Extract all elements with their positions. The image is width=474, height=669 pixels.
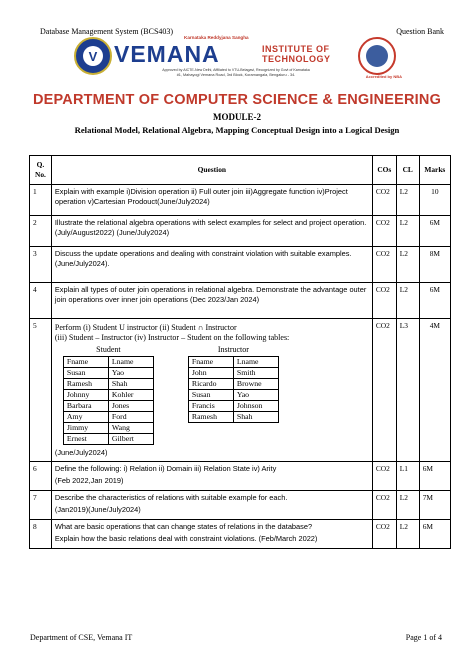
student-row: [63, 368, 153, 379]
cell-qno: 5: [30, 319, 52, 462]
brand-suffix-line2: TECHNOLOGY: [262, 54, 331, 64]
instructor-cell: Ricardo: [188, 379, 233, 390]
student-row: [63, 434, 153, 445]
instructor-cell: Yao: [233, 390, 278, 401]
instructor-cell: Browne: [233, 379, 278, 390]
brand-suffix-line1: INSTITUTE OF: [262, 44, 330, 54]
brand-name: VEMANA: [114, 41, 220, 67]
student-cell: Gilbert: [108, 434, 153, 445]
cell-cl: L2: [396, 519, 419, 548]
student-cell: Susan: [63, 368, 108, 379]
student-relation-title: Student: [96, 345, 121, 354]
student-cell: Johnny: [63, 390, 108, 401]
cell-question: [51, 519, 372, 548]
cell-cl: L2: [396, 185, 419, 216]
student-row: [63, 379, 153, 390]
question-text: Describe the characteristics of relations with suitable example for each.: [54, 492, 288, 502]
student-cell: Wang: [108, 423, 153, 434]
cell-cl: L3: [396, 319, 419, 462]
student-col-header: Fname: [63, 357, 108, 368]
student-cell: Amy: [63, 412, 108, 423]
cell-qno: 3: [30, 247, 52, 283]
table-row: [30, 185, 451, 216]
question-source: (Jan2019)(June/July2024): [54, 504, 141, 514]
student-cell: Jones: [108, 401, 153, 412]
table-row: [30, 319, 451, 462]
cell-marks: 8M: [419, 247, 450, 283]
cell-co: CO2: [372, 185, 396, 216]
college-logo: [74, 35, 402, 90]
student-col-header: Lname: [108, 357, 153, 368]
student-cell: Yao: [108, 368, 153, 379]
instructor-cell: Smith: [233, 368, 278, 379]
instructor-cell: John: [188, 368, 233, 379]
table-row: [30, 490, 451, 519]
figure-instruction-line2: (iii) Student – Instructor (iv) Instructor – Student on the following tables:: [54, 333, 290, 342]
instructor-cell: Susan: [188, 390, 233, 401]
cell-co: CO2: [372, 519, 396, 548]
cell-cl: L2: [396, 490, 419, 519]
cell-question: [51, 319, 372, 462]
instructor-cell: Shah: [233, 412, 278, 423]
student-header-row: [63, 357, 153, 368]
student-relation: [63, 345, 154, 445]
cell-qno: 7: [30, 490, 52, 519]
cell-marks: 4M: [419, 319, 450, 462]
module-subtitle: Relational Model, Relational Algebra, Mapping Conceptual Design into a Logical Design: [74, 125, 400, 135]
cell-co: CO2: [372, 461, 396, 490]
student-row: [63, 423, 153, 434]
student-cell: Shah: [108, 379, 153, 390]
student-cell: Jimmy: [63, 423, 108, 434]
cell-marks: 6M: [419, 283, 450, 319]
cell-question: Illustrate the relational algebra operations with select examples for select and project operation. (July/August2022) (June/July2024): [51, 216, 372, 247]
trust-name: Karnataka Reddyjana Sangha: [184, 35, 249, 40]
nba-label: Accredited by NBA: [365, 74, 402, 79]
running-header-doc-type: Question Bank: [396, 27, 444, 36]
instructor-col-header: Fname: [188, 357, 233, 368]
cell-marks: 10: [419, 185, 450, 216]
instructor-row: [188, 412, 278, 423]
instructor-cell: Johnson: [233, 401, 278, 412]
student-cell: Ford: [108, 412, 153, 423]
instructor-row: [188, 368, 278, 379]
department-title: DEPARTMENT OF COMPUTER SCIENCE & ENGINEERING: [32, 92, 442, 108]
table-row: [30, 216, 451, 247]
student-row: [63, 412, 153, 423]
college-brand: [114, 41, 331, 68]
cell-qno: 4: [30, 283, 52, 319]
brand-suffix: [262, 44, 331, 64]
cell-question: Explain all types of outer join operations in relational algebra. Demonstrate the advantage outer join operations over inner join operations (Dec 2023/Jan 2024): [51, 283, 372, 319]
cell-cl: L2: [396, 283, 419, 319]
module-title: MODULE-2: [213, 112, 261, 122]
col-header-cos: COs: [372, 156, 396, 185]
instructor-relation-title: Instructor: [217, 345, 249, 354]
address-line: #1, Mahayogi Vemana Road, 3rd Block, Koramangala, Bengaluru - 34.: [176, 73, 296, 77]
footer-page-number: Page 1 of 4: [405, 633, 442, 642]
question-source: (June/July2024): [54, 448, 108, 457]
question-table: [29, 155, 451, 549]
approval-line: Approved by AICTE-New Delhi, Affiliated to VTU-Belagavi, Recognized by Govt of Karnataka: [162, 68, 310, 72]
cell-marks: 6M: [419, 461, 450, 490]
figure-instruction-line1: Perform (i) Student U instructor (ii) Student ∩ Instructor: [54, 323, 237, 332]
cell-cl: L1: [396, 461, 419, 490]
instructor-row: [188, 401, 278, 412]
col-header-qno-line1: Q.: [36, 160, 45, 169]
student-row: [63, 401, 153, 412]
col-header-qno: [30, 156, 52, 185]
instructor-table: [188, 356, 279, 423]
col-header-question: Question: [51, 156, 372, 185]
instructor-cell: Francis: [188, 401, 233, 412]
cell-qno: 1: [30, 185, 52, 216]
student-table: [63, 356, 154, 445]
student-cell: Kohler: [108, 390, 153, 401]
student-cell: Ramesh: [63, 379, 108, 390]
cell-marks: 7M: [419, 490, 450, 519]
question-source: Explain how the basic relations deal with constraint violations. (Feb/March 2022): [54, 533, 318, 543]
table-header-row: [30, 156, 451, 185]
table-row: [30, 461, 451, 490]
cell-qno: 6: [30, 461, 52, 490]
cell-marks: 6M: [419, 216, 450, 247]
relation-figure: [55, 323, 369, 445]
cell-question: [51, 490, 372, 519]
cell-co: CO2: [372, 319, 396, 462]
cell-co: CO2: [372, 490, 396, 519]
cell-question: Explain with example i)Division operation ii) Full outer join iii)Aggregate function iv)Project operation v)Cartesian Prodouct(June/July2024): [51, 185, 372, 216]
cell-cl: L2: [396, 216, 419, 247]
question-text: Define the following: i) Relation ii) Domain iii) Relation State iv) Arity: [54, 463, 277, 473]
instructor-cell: Ramesh: [188, 412, 233, 423]
student-row: [63, 390, 153, 401]
cell-cl: L2: [396, 247, 419, 283]
cell-co: CO2: [372, 247, 396, 283]
instructor-relation: [188, 345, 279, 445]
instructor-header-row: [188, 357, 278, 368]
instructor-col-header: Lname: [233, 357, 278, 368]
col-header-marks: Marks: [419, 156, 450, 185]
running-header-course: Database Management System (BCS403): [40, 27, 174, 36]
question-source: (Feb 2022,Jan 2019): [54, 475, 124, 485]
cell-co: CO2: [372, 216, 396, 247]
cell-question: [51, 461, 372, 490]
col-header-cl: CL: [396, 156, 419, 185]
table-row: [30, 519, 451, 548]
student-cell: Barbara: [63, 401, 108, 412]
instructor-row: [188, 390, 278, 401]
nba-seal-icon: [358, 37, 396, 75]
cell-qno: 2: [30, 216, 52, 247]
college-emblem-icon: V: [74, 37, 112, 75]
cell-question: Discuss the update operations and dealing with constraint violation with suitable examples. (June/July2024).: [51, 247, 372, 283]
col-header-qno-line2: No.: [34, 170, 46, 179]
student-cell: Ernest: [63, 434, 108, 445]
table-row: [30, 247, 451, 283]
instructor-row: [188, 379, 278, 390]
footer-department: Department of CSE, Vemana IT: [30, 633, 133, 642]
cell-co: CO2: [372, 283, 396, 319]
table-row: [30, 283, 451, 319]
question-text: What are basic operations that can change states of relations in the database?: [54, 521, 313, 531]
cell-qno: 8: [30, 519, 52, 548]
cell-marks: 6M: [419, 519, 450, 548]
